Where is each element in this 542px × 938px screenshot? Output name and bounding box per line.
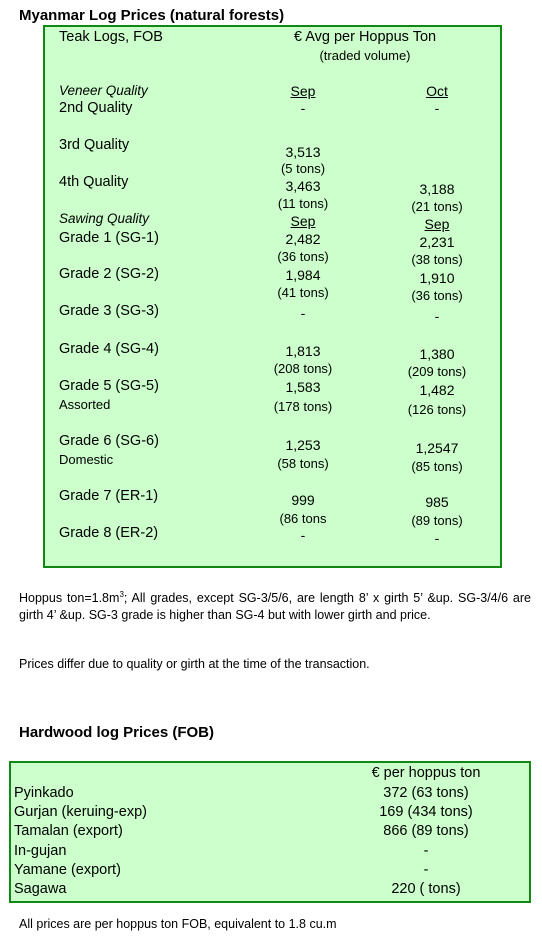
- sep-value: 1,813: [285, 343, 321, 359]
- sep-value: 1,984: [285, 267, 321, 283]
- table-row: [11, 843, 529, 862]
- price-difference-note: Prices differ due to quality or girth at the time of the transaction.: [19, 657, 370, 671]
- table-row: [11, 804, 529, 823]
- row-label: 4th Quality: [59, 174, 129, 190]
- teak-header-left: Teak Logs, FOB: [59, 29, 163, 45]
- sep-value: 999: [291, 492, 315, 508]
- sep-volume: (36 tons): [277, 249, 329, 264]
- species-name: Tamalan (export): [14, 823, 123, 839]
- row-label: Grade 8 (ER-2): [59, 525, 159, 541]
- row-label: Grade 2 (SG-2): [59, 266, 159, 282]
- teak-header-right: € Avg per Hoppus Ton: [293, 29, 437, 45]
- sep-volume: (5 tons): [280, 161, 326, 176]
- sep-volume: (208 tons): [273, 361, 333, 376]
- oct-volume: (126 tons): [407, 402, 467, 417]
- sep-value: 3,463: [285, 178, 321, 194]
- oct-value: 1,380: [419, 346, 455, 362]
- sep-volume: (178 tons): [273, 399, 333, 414]
- species-price: 169 (434 tons): [379, 804, 473, 820]
- species-name: Pyinkado: [14, 785, 74, 801]
- note-text-b: ; All grades, except SG-3/5/6, are length 8’ x girth 5’ &up. SG-3/4/6 are girth 4’ &up. SG-3 grade is higher than SG-4 but with lower girth and price.: [19, 591, 531, 623]
- col-oct-header: Oct: [426, 83, 448, 99]
- oct-volume: (89 tons): [411, 513, 463, 528]
- oct-volume: (209 tons): [407, 364, 467, 379]
- row-label: Grade 4 (SG-4): [59, 341, 159, 357]
- teak-section-title: Myanmar Log Prices (natural forests): [19, 7, 285, 24]
- sep-value: -: [300, 527, 306, 543]
- sep-value: 1,583: [285, 379, 321, 395]
- species-price: 866 (89 tons): [383, 823, 469, 839]
- oct-value: 3,188: [419, 181, 455, 197]
- hardwood-header-row: [11, 765, 529, 784]
- sep-value: 2,482: [285, 231, 321, 247]
- note-text-a: Hoppus ton=1.8m: [19, 591, 120, 606]
- oct-value: 2,231: [419, 234, 455, 250]
- row-label: Grade 5 (SG-5): [59, 378, 159, 394]
- veneer-quality-label: Veneer Quality: [59, 83, 148, 98]
- species-name: Sagawa: [14, 881, 67, 897]
- teak-header-sub: (traded volume): [319, 48, 411, 63]
- sep-volume: (58 tons): [277, 456, 329, 471]
- col-sep-header: Sep: [290, 83, 316, 99]
- oct-value: 1,910: [419, 270, 455, 286]
- species-price: 220 ( tons): [391, 881, 461, 897]
- oct-value: -: [434, 100, 440, 116]
- sawing-quality-label: Sawing Quality: [59, 211, 150, 226]
- sawing-col2-header: Sep: [424, 216, 450, 232]
- sawing-col1-header: Sep: [290, 213, 316, 229]
- row-label: 3rd Quality: [59, 137, 130, 153]
- species-price: 372 (63 tons): [383, 785, 469, 801]
- species-price: -: [423, 843, 429, 859]
- sep-value: -: [300, 305, 306, 321]
- table-row: [11, 881, 529, 900]
- row-label: Grade 7 (ER-1): [59, 488, 159, 504]
- hoppus-ton-note: [19, 586, 531, 624]
- oct-volume: (85 tons): [411, 459, 463, 474]
- oct-volume: (21 tons): [411, 199, 463, 214]
- hardwood-section-title: Hardwood log Prices (FOB): [19, 724, 215, 741]
- species-name: Yamane (export): [14, 862, 121, 878]
- row-label: 2nd Quality: [59, 100, 133, 116]
- hardwood-price-table: [9, 761, 531, 903]
- hardwood-column-header: € per hoppus ton: [371, 765, 481, 781]
- sep-value: 1,253: [285, 437, 321, 453]
- row-label: Grade 3 (SG-3): [59, 303, 159, 319]
- species-price: -: [423, 862, 429, 878]
- teak-price-table: [43, 25, 502, 568]
- sep-value: 3,513: [285, 144, 321, 160]
- note-superscript: 3: [119, 590, 124, 599]
- sep-volume: (41 tons): [277, 285, 329, 300]
- species-name: In-gujan: [14, 843, 67, 859]
- oct-value: 985: [425, 494, 449, 510]
- oct-volume: (38 tons): [411, 252, 463, 267]
- row-sublabel: Domestic: [59, 452, 114, 467]
- row-label: Grade 6 (SG-6): [59, 433, 159, 449]
- oct-volume: (36 tons): [411, 288, 463, 303]
- oct-value: -: [434, 530, 440, 546]
- table-row: [11, 823, 529, 842]
- oct-value: -: [434, 308, 440, 324]
- fob-equivalence-note: All prices are per hoppus ton FOB, equivalent to 1.8 cu.m: [19, 917, 337, 931]
- oct-value: 1,482: [419, 382, 455, 398]
- row-label: Grade 1 (SG-1): [59, 230, 159, 246]
- row-sublabel: Assorted: [59, 397, 111, 412]
- table-row: [11, 862, 529, 881]
- sep-value: -: [300, 100, 306, 116]
- species-name: Gurjan (keruing-exp): [14, 804, 147, 820]
- sep-volume: (11 tons): [277, 196, 329, 211]
- sep-volume: (86 tons: [279, 511, 327, 526]
- oct-value: 1,2547: [415, 440, 459, 456]
- table-row: [11, 785, 529, 804]
